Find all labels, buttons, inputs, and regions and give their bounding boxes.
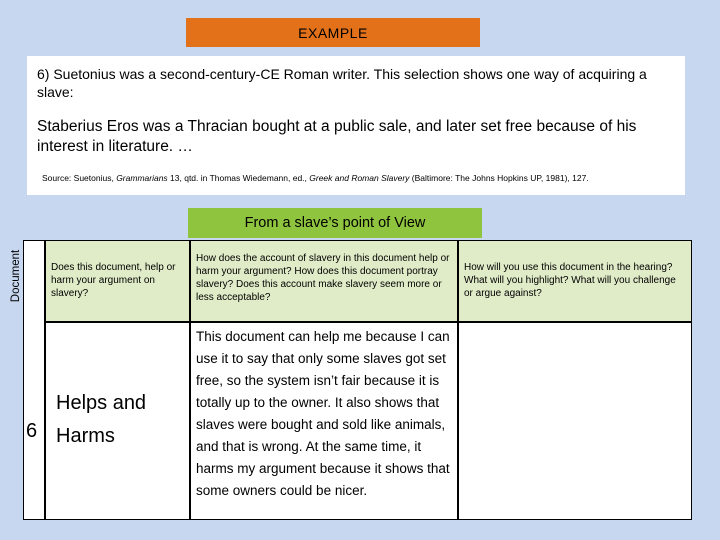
answer-account-cell[interactable]: This document can help me because I can use it to say that only some slaves got set free, so the system isn’t fair because it is totally up to the owner. It also shows that slaves were bought and sold like animals, and that is wrong. At the same time, it harms my argument because it shows that some owners could be nicer. [190, 322, 458, 520]
document-label: Document [10, 249, 22, 303]
citation-book: Greek and Roman Slavery [309, 173, 410, 183]
source-box [27, 56, 685, 195]
example-banner: EXAMPLE [186, 18, 480, 47]
document-column [23, 240, 45, 520]
citation-title: Grammarians [116, 173, 168, 183]
source-intro: 6) Suetonius was a second-century-CE Roman writer. This selection shows one way of acquiring a slave: [37, 66, 647, 100]
citation-middle: 13, qtd. in Thomas Wiedemann, ed., [167, 173, 310, 183]
answer-hearing-use-cell[interactable] [458, 322, 692, 520]
source-quote: Staberius Eros was a Thracian bought at a public sale, and later set free because of his interest in literature. … [37, 118, 637, 155]
citation-prefix: Source: Suetonius, [42, 173, 117, 183]
slide-number: 6 [26, 420, 38, 442]
question-account: How does the account of slavery in this document help or harm your argument? How does this document portray slavery? Does this account make slavery seem more or less acceptable? [190, 240, 458, 322]
view-banner: From a slave’s point of View [188, 208, 482, 238]
citation-suffix: (Baltimore: The Johns Hopkins UP, 1981), 127. [409, 173, 589, 183]
source-citation [42, 173, 675, 183]
answer-help-harm-cell[interactable] [45, 322, 190, 520]
question-help-harm: Does this document, help or harm your argument on slavery? [45, 240, 190, 322]
answer-help-harm: Helps and Harms [56, 392, 147, 447]
question-hearing-use: How will you use this document in the hearing? What will you highlight? What will you challenge or argue against? [458, 240, 692, 322]
